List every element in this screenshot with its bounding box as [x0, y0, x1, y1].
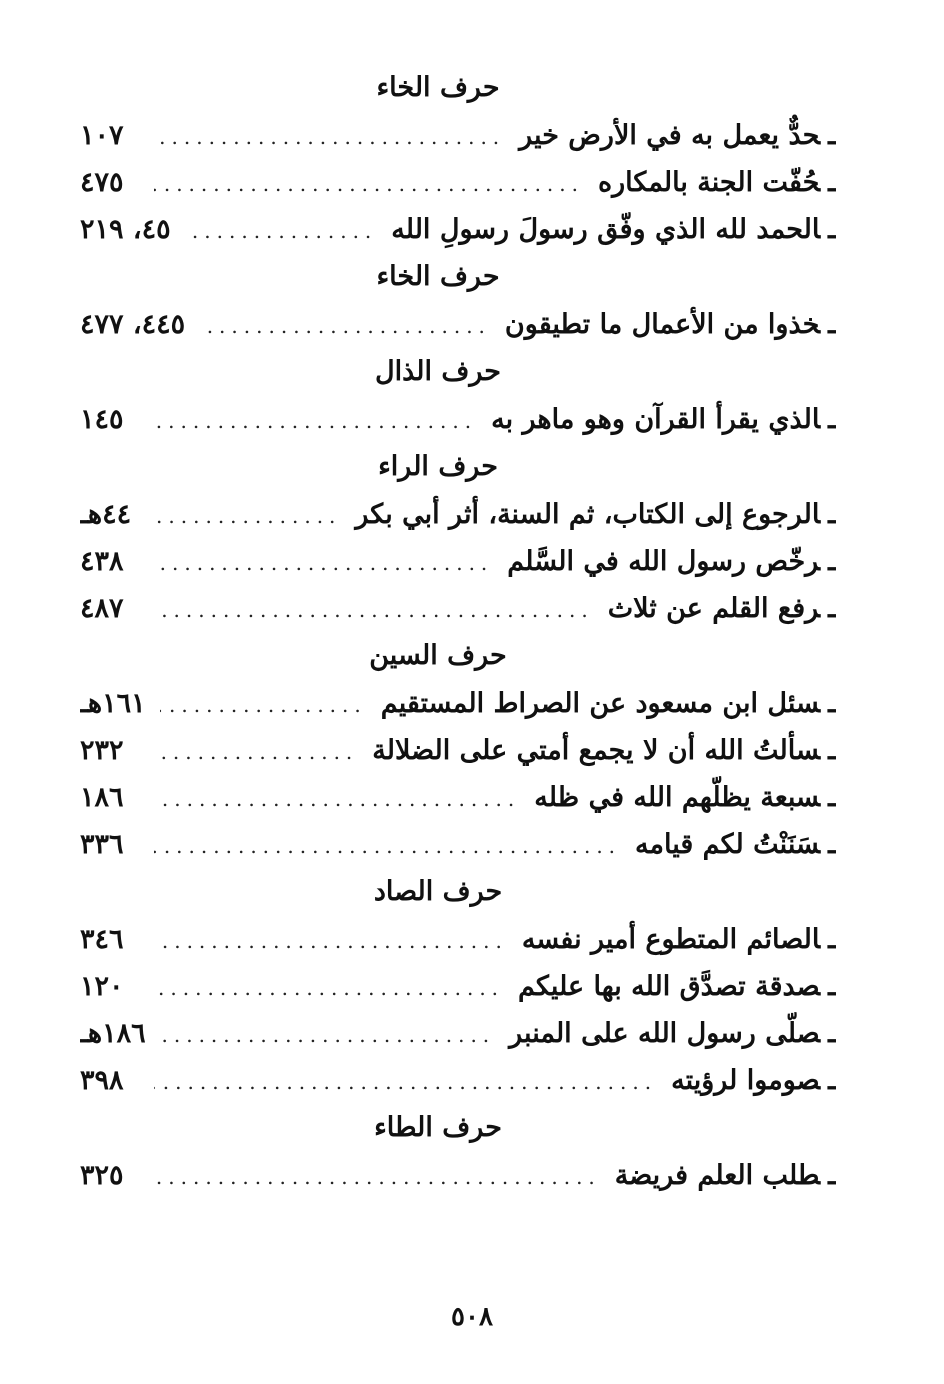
index-entry — [80, 1010, 836, 1057]
dot-leader — [154, 398, 477, 443]
section-heading: حرف الصاد — [373, 876, 503, 907]
entry-dash: ـ — [828, 593, 836, 624]
dot-leader — [154, 493, 341, 538]
dot-leader — [199, 303, 491, 348]
entry-label — [635, 821, 836, 868]
section-heading: حرف الذال — [375, 356, 501, 387]
page-reference: ٤٥، ٢١٩ — [80, 214, 171, 245]
entry-label — [391, 206, 836, 253]
hadith-text: سئل ابن مسعود عن الصراط المستقيم — [380, 688, 821, 719]
dot-leader — [154, 1154, 601, 1199]
index-entry — [80, 491, 836, 538]
section-heading: حرف السين — [369, 640, 507, 671]
dot-leader — [154, 823, 621, 868]
entry-label — [372, 727, 836, 774]
section-heading: حرف الطاء — [374, 1112, 502, 1143]
index-entry — [80, 1057, 836, 1104]
index-entry — [80, 774, 836, 821]
index-entry — [80, 112, 836, 159]
dot-leader — [154, 1059, 657, 1104]
index-entry — [80, 963, 836, 1010]
entry-label — [491, 396, 836, 443]
page-reference: ١٤٥ — [80, 404, 124, 435]
hadith-text: سَنَنْتُ لكم قيامه — [635, 829, 821, 860]
dot-leader — [154, 540, 493, 585]
page-reference: ٤٨٧ — [80, 593, 124, 624]
entry-dash: ـ — [828, 120, 836, 151]
entry-dash: ـ — [828, 1018, 836, 1049]
entry-label — [355, 491, 836, 538]
page-number: ٥٠٨ — [451, 1302, 493, 1332]
hadith-text: الذي يقرأ القرآن وهو ماهر به — [491, 404, 821, 435]
section-heading: حرف الخاء — [376, 72, 500, 103]
entry-label — [505, 301, 836, 348]
entry-dash: ـ — [828, 688, 836, 719]
page-reference: ٣٣٦ — [80, 829, 124, 860]
index-entry — [80, 916, 836, 963]
entry-label — [519, 112, 836, 159]
hadith-text: الصائم المتطوع أمير نفسه — [521, 924, 821, 955]
hadith-text: الرجوع إلى الكتاب، ثم السنة، أثر أبي بكر — [355, 499, 821, 530]
index-entry — [80, 301, 836, 348]
entry-dash: ـ — [828, 782, 836, 813]
hadith-text: حُفّت الجنة بالمكاره — [598, 167, 821, 198]
entry-label — [598, 159, 836, 206]
index-entry — [80, 538, 836, 585]
entry-label — [381, 680, 836, 727]
index-entry — [80, 206, 836, 253]
entry-label — [518, 963, 836, 1010]
hadith-text: الحمد لله الذي وفّق رسولَ رسولِ الله — [391, 214, 821, 245]
entry-label — [507, 538, 836, 585]
page-reference: ١٨٦هـ — [80, 1018, 146, 1049]
page-reference: ١٦١هـ — [80, 688, 146, 719]
index-entry — [80, 680, 836, 727]
dot-leader — [154, 587, 594, 632]
page-reference: ٣٢٥ — [80, 1160, 124, 1191]
index-entry — [80, 1152, 836, 1199]
entry-dash: ـ — [828, 167, 836, 198]
index-entry — [80, 585, 836, 632]
entry-label — [608, 585, 836, 632]
dot-leader — [154, 918, 508, 963]
hadith-text: صوموا لرؤيته — [671, 1065, 821, 1096]
entry-label — [522, 916, 836, 963]
section-heading: حرف الخاء — [376, 261, 500, 292]
hadith-text: سألتُ الله أن لا يجمع أمتي على الضلالة — [372, 735, 821, 766]
index-entry — [80, 727, 836, 774]
dot-leader — [154, 776, 520, 821]
entry-dash: ـ — [828, 971, 836, 1002]
section-heading: حرف الراء — [378, 451, 498, 482]
dot-leader — [160, 682, 367, 727]
hadith-text: سبعة يظلّهم الله في ظله — [534, 782, 821, 813]
entry-dash: ـ — [828, 499, 836, 530]
index-entry — [80, 159, 836, 206]
entry-label — [671, 1057, 836, 1104]
hadith-text: حدٌّ يعمل به في الأرض خير — [519, 120, 821, 151]
page-reference: ٤٤٥، ٤٧٧ — [80, 309, 186, 340]
page-reference: ٤٧٥ — [80, 167, 124, 198]
entry-dash: ـ — [828, 214, 836, 245]
dot-leader — [185, 208, 378, 253]
index-entry — [80, 821, 836, 868]
hadith-index-list — [80, 64, 836, 1199]
index-entry — [80, 396, 836, 443]
page-reference: ١٠٧ — [80, 120, 124, 151]
hadith-text: رخّص رسول الله في السَّلم — [507, 546, 821, 577]
entry-dash: ـ — [828, 829, 836, 860]
entry-dash: ـ — [828, 1160, 836, 1191]
page-reference: ٤٤هـ — [80, 499, 132, 530]
page-reference: ٣٩٨ — [80, 1065, 124, 1096]
page-reference: ٣٤٦ — [80, 924, 124, 955]
dot-leader — [154, 965, 504, 1010]
dot-leader — [160, 1012, 495, 1057]
entry-dash: ـ — [828, 1065, 836, 1096]
hadith-text: رفع القلم عن ثلاث — [607, 593, 821, 624]
dot-leader — [154, 114, 505, 159]
entry-dash: ـ — [828, 404, 836, 435]
entry-label — [615, 1152, 836, 1199]
dot-leader — [154, 729, 358, 774]
hadith-text: خذوا من الأعمال ما تطيقون — [504, 309, 821, 340]
hadith-text: صلّى رسول الله على المنبر — [509, 1018, 821, 1049]
page-reference: ٤٣٨ — [80, 546, 124, 577]
page-reference: ٢٣٢ — [80, 735, 124, 766]
page-reference: ١٢٠ — [80, 971, 124, 1002]
hadith-text: طلب العلم فريضة — [614, 1160, 821, 1191]
entry-dash: ـ — [828, 735, 836, 766]
entry-label — [534, 774, 836, 821]
entry-dash: ـ — [828, 309, 836, 340]
page-reference: ١٨٦ — [80, 782, 124, 813]
entry-dash: ـ — [828, 924, 836, 955]
entry-dash: ـ — [828, 546, 836, 577]
entry-label — [509, 1010, 836, 1057]
hadith-text: صدقة تصدَّق الله بها عليكم — [518, 971, 821, 1002]
dot-leader — [154, 161, 584, 206]
